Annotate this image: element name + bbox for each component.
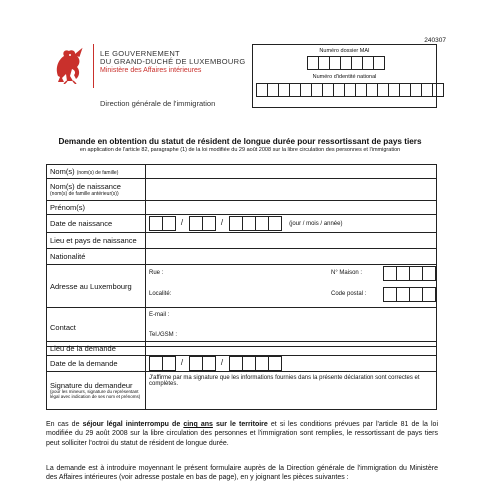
government-wordmark	[100, 50, 246, 74]
nationalite-field[interactable]	[146, 249, 437, 265]
identity-table	[46, 164, 437, 347]
date-demande-field[interactable]: / /	[146, 356, 437, 372]
form-subtitle: en application de l'article 82, paragraphe (1) de la loi modifiée du 29 août 2008 sur la libre circulation des personnes et l'immigration	[79, 147, 401, 153]
nationalite-label: Nationalité	[47, 249, 146, 265]
legal-paragraph: En cas de séjour légal ininterrompu de cinq ans sur le territoire et si les conditions prévues par l'article 81 de la loi modifiée du 29 août 2008 sur la libre circulation des personnes et l'immigration sont remplies, le ressortissant de pays tiers peut solliciter l'octroi du statut de résident de longue durée.	[46, 421, 438, 447]
email-label: E-mail :	[149, 312, 170, 318]
nom-field[interactable]	[146, 165, 437, 179]
gov-line2: DU GRAND-DUCHÉ DE LUXEMBOURG	[100, 57, 246, 67]
affirmation-text: J'affirme par ma signature que les informations fournies dans la présente déclaration sont correctes et complètes.	[149, 375, 420, 387]
signature-field[interactable]	[146, 372, 437, 410]
dossier-number-label: Numéro dossier MAI	[319, 48, 370, 54]
code-postal-label: Code postal :	[331, 291, 367, 297]
lieu-demande-field[interactable]	[146, 342, 437, 356]
nom-naissance-label: Nom(s) de naissance (nom(s) de famille antérieur(s))	[47, 179, 146, 201]
date-naissance-label: Date de naissance	[47, 215, 146, 233]
lieu-pays-field[interactable]	[146, 233, 437, 249]
date-naissance-field[interactable]: / / (jour / mois / année)	[146, 215, 437, 233]
national-id-label: Numéro d'identité national	[312, 74, 377, 80]
contact-label: Contact	[47, 308, 146, 347]
lieu-demande-label: Lieu de la demande	[47, 342, 146, 356]
red-lion-logo	[50, 46, 86, 84]
national-id-cells[interactable]	[256, 83, 443, 97]
form-title: Demande en obtention du statut de résident de longue durée pour ressortissant de pays tiers	[58, 137, 422, 146]
official-use-box	[252, 44, 437, 108]
localite-label: Localité:	[149, 291, 172, 297]
rue-label: Rue :	[149, 270, 164, 276]
header-divider	[93, 44, 94, 88]
prenoms-field[interactable]	[146, 201, 437, 215]
dossier-number-cells[interactable]	[307, 56, 384, 70]
prenoms-label: Prénom(s)	[47, 201, 146, 215]
ministry-name: Ministère des Affaires intérieures	[100, 66, 202, 74]
form-code: 240307	[424, 37, 446, 44]
date-demande-label: Date de la demande	[47, 356, 146, 372]
numero-maison-label: N° Maison :	[331, 270, 363, 276]
nom-label: Nom(s) (nom(s) de famille)	[47, 165, 146, 179]
request-table	[46, 341, 437, 410]
nom-naissance-field[interactable]	[146, 179, 437, 201]
signature-label: Signature du demandeur (pour les mineurs, signature du représentant légal avec indication de ses nom et prénoms)	[47, 372, 146, 410]
lieu-pays-label: Lieu et pays de naissance	[47, 233, 146, 249]
gov-line1: LE GOUVERNEMENT	[100, 49, 180, 58]
date-format-hint: (jour / mois / année)	[289, 221, 343, 228]
submission-paragraph: La demande est à introduire moyennant le présent formulaire auprès de la Direction générale de l'immigration du Ministère des Affaires intérieures (voir adresse postale en bas de page), en y joignant les pièces suivantes :	[46, 465, 438, 482]
tel-label: Tel./GSM :	[149, 332, 178, 338]
direction-name: Direction générale de l'immigration	[100, 99, 216, 108]
adresse-label: Adresse au Luxembourg	[47, 265, 146, 308]
adresse-field[interactable]	[146, 265, 437, 308]
